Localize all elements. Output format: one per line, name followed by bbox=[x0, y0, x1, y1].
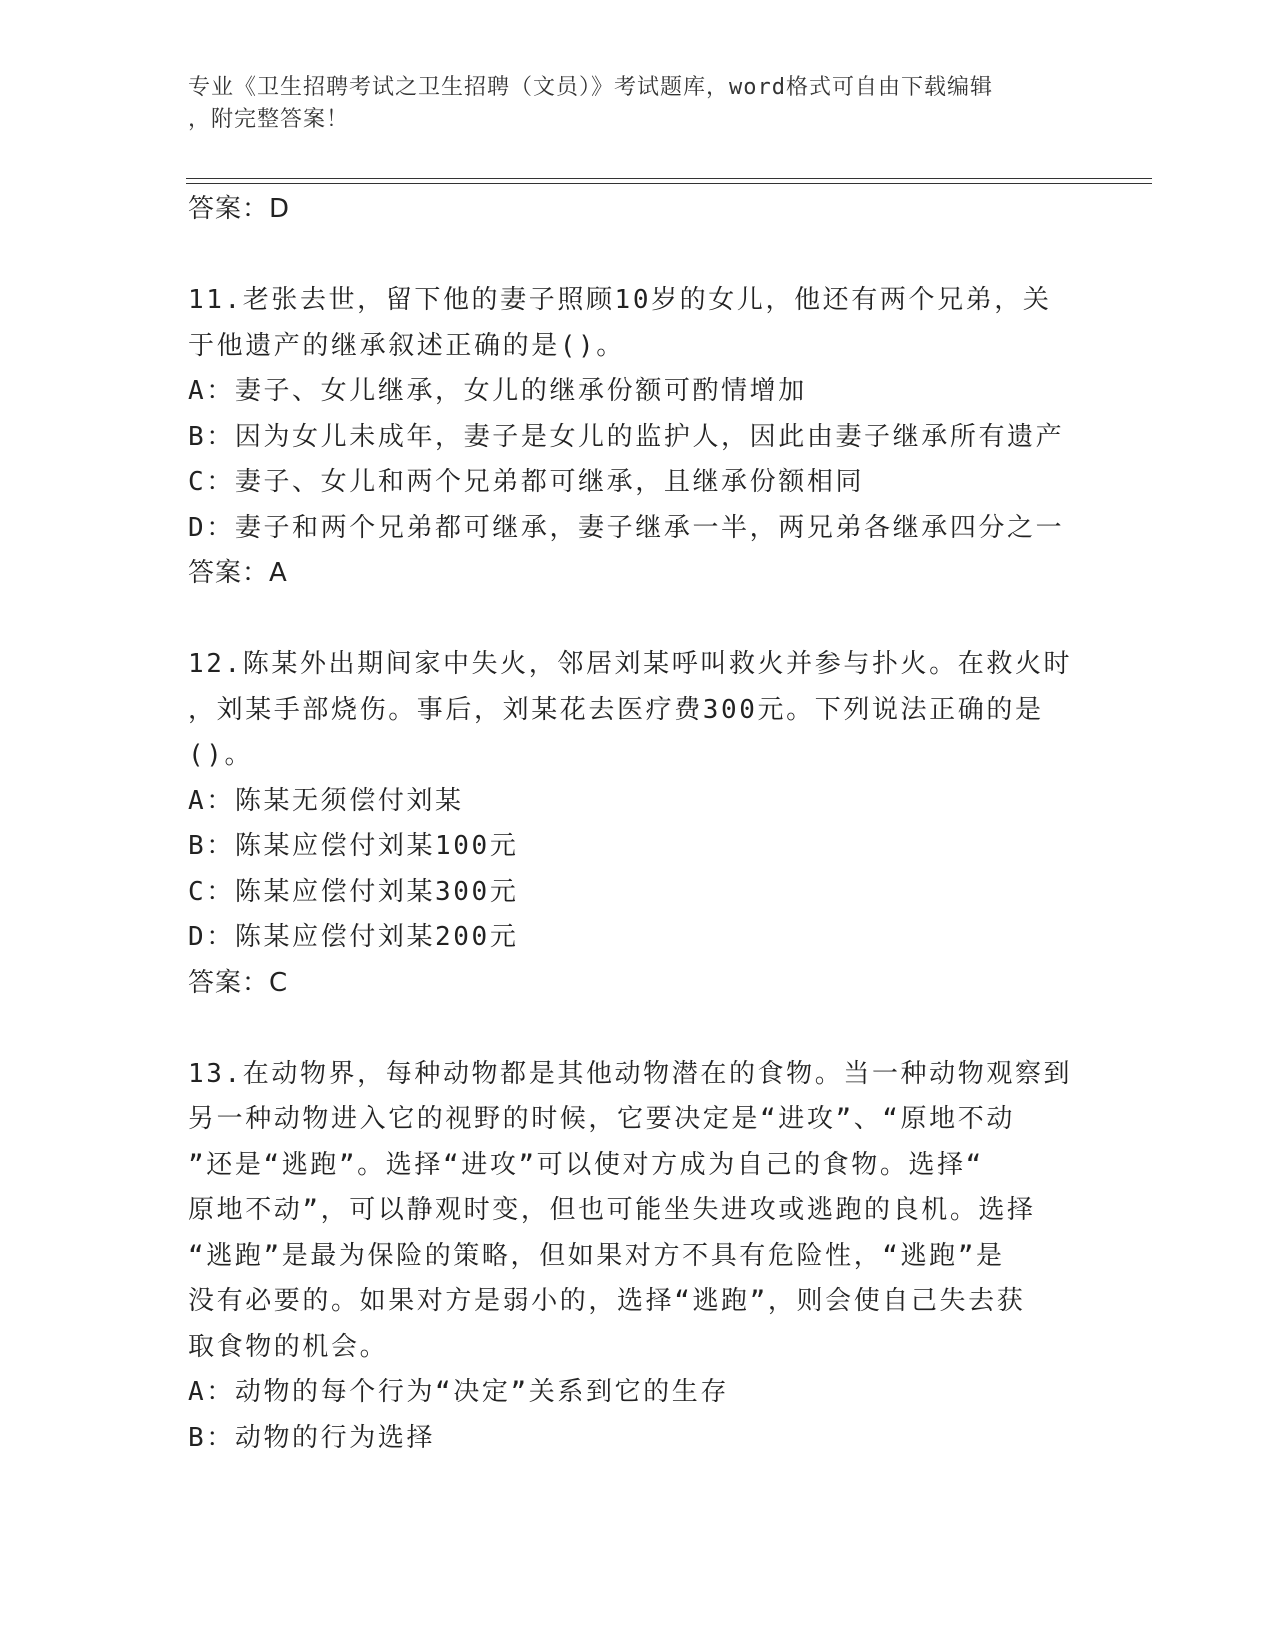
question-text: “逃跑”是最为保险的策略，但如果对方不具有危险性，“逃跑”是 bbox=[188, 1240, 1005, 1271]
option-c: C：妻子、女儿和两个兄弟都可继承，且继承份额相同 bbox=[188, 467, 865, 497]
question-text: 13.在动物界，每种动物都是其他动物潜在的食物。当一种动物观察到 bbox=[188, 1058, 1073, 1089]
header-line: ，附完整答案！ bbox=[188, 107, 350, 132]
question-text: 11.老张去世，留下他的妻子照顾10岁的女儿，他还有两个兄弟，关 bbox=[188, 285, 1052, 315]
question-13 bbox=[188, 1052, 1088, 1462]
header-rule-top bbox=[186, 178, 1152, 179]
question-text: 取食物的机会。 bbox=[188, 1331, 389, 1362]
question-text: 原地不动”，可以静观时变，但也可能坐失进攻或逃跑的良机。选择 bbox=[188, 1195, 1036, 1225]
question-text: 于他遗产的继承叙述正确的是()。 bbox=[188, 330, 625, 361]
option-a: A：动物的每个行为“决定”关系到它的生存 bbox=[188, 1377, 729, 1407]
question-text: 没有必要的。如果对方是弱小的，选择“逃跑”，则会使自己失去获 bbox=[188, 1286, 1026, 1316]
header-line: 专业《卫生招聘考试之卫生招聘（文员）》考试题库，word格式可自由下载编辑 bbox=[188, 75, 993, 100]
document-header bbox=[188, 72, 1068, 136]
option-d: D：妻子和两个兄弟都可继承，妻子继承一半，两兄弟各继承四分之一 bbox=[188, 512, 1065, 543]
header-rule-bottom bbox=[186, 183, 1152, 184]
option-d: D：陈某应偿付刘某200元 bbox=[188, 922, 519, 952]
option-b: B：因为女儿未成年，妻子是女儿的监护人，因此由妻子继承所有遗产 bbox=[188, 421, 1065, 452]
option-c: C：陈某应偿付刘某300元 bbox=[188, 876, 519, 907]
option-b: B：陈某应偿付刘某100元 bbox=[188, 831, 519, 861]
option-a: A：妻子、女儿继承，女儿的继承份额可酌情增加 bbox=[188, 376, 807, 406]
question-text: 另一种动物进入它的视野的时候，它要决定是“进攻”、“原地不动 bbox=[188, 1104, 1015, 1134]
question-text: ，刘某手部烧伤。事后，刘某花去医疗费300元。下列说法正确的是 bbox=[188, 694, 1044, 725]
document-body bbox=[188, 187, 1088, 1461]
answer-line: 答案：A bbox=[188, 558, 288, 588]
answer-line: 答案：D bbox=[188, 194, 291, 224]
question-text: ”还是“逃跑”。选择“进攻”可以使对方成为自己的食物。选择“ bbox=[188, 1149, 984, 1180]
option-a: A：陈某无须偿付刘某 bbox=[188, 785, 464, 816]
option-b: B：动物的行为选择 bbox=[188, 1422, 436, 1453]
question-text: ()。 bbox=[188, 740, 254, 770]
question-text: 12.陈某外出期间家中失火，邻居刘某呼叫救火并参与扑火。在救火时 bbox=[188, 649, 1073, 679]
question-11 bbox=[188, 278, 1088, 596]
question-12 bbox=[188, 642, 1088, 1006]
answer-line: 答案：C bbox=[188, 967, 289, 998]
